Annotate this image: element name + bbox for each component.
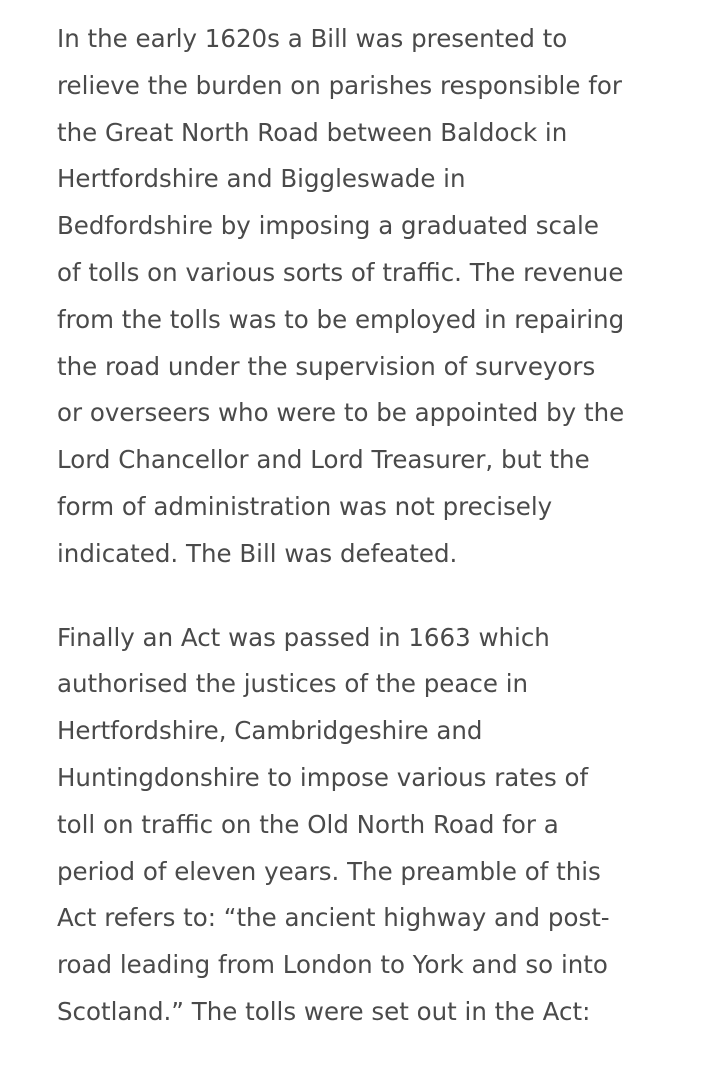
text-line: Scotland.” The tolls were set out in the Act:	[57, 996, 591, 1026]
text-line: Hertfordshire, Cambridgeshire and	[57, 716, 483, 746]
text-line: In the early 1620s a Bill was presented to	[57, 24, 568, 53]
text-line: authorised the justices of the peace in	[57, 669, 529, 699]
text-line: the road under the supervision of surveyors	[57, 351, 596, 381]
paragraph-2	[57, 615, 677, 1036]
text-line: of tolls on various sorts of traffic. The revenue	[57, 257, 624, 287]
text-line: Finally an Act was passed in 1663 which	[57, 622, 550, 652]
text-line: Hertfordshire and Biggleswade in	[57, 164, 466, 194]
text-line: period of eleven years. The preamble of this	[57, 856, 601, 886]
text-line: form of administration was not precisely	[57, 491, 553, 521]
article-body	[57, 16, 677, 1036]
text-line: road leading from London to York and so into	[57, 950, 608, 980]
text-line: from the tolls was to be employed in repairing	[57, 304, 625, 334]
paragraph-1	[57, 16, 677, 578]
text-line: Huntingdonshire to impose various rates of	[57, 762, 589, 792]
text-line: or overseers who were to be appointed by the	[57, 398, 625, 428]
text-line: Act refers to: “the ancient highway and post-	[57, 903, 610, 933]
text-line: Lord Chancellor and Lord Treasurer, but the	[57, 445, 590, 475]
text-line: Bedfordshire by imposing a graduated scale	[57, 211, 599, 241]
text-line: relieve the burden on parishes responsible for	[57, 70, 622, 100]
text-line: toll on traffic on the Old North Road for a	[57, 809, 559, 839]
text-line: indicated. The Bill was defeated.	[57, 538, 458, 568]
text-line: the Great North Road between Baldock in	[57, 117, 568, 147]
